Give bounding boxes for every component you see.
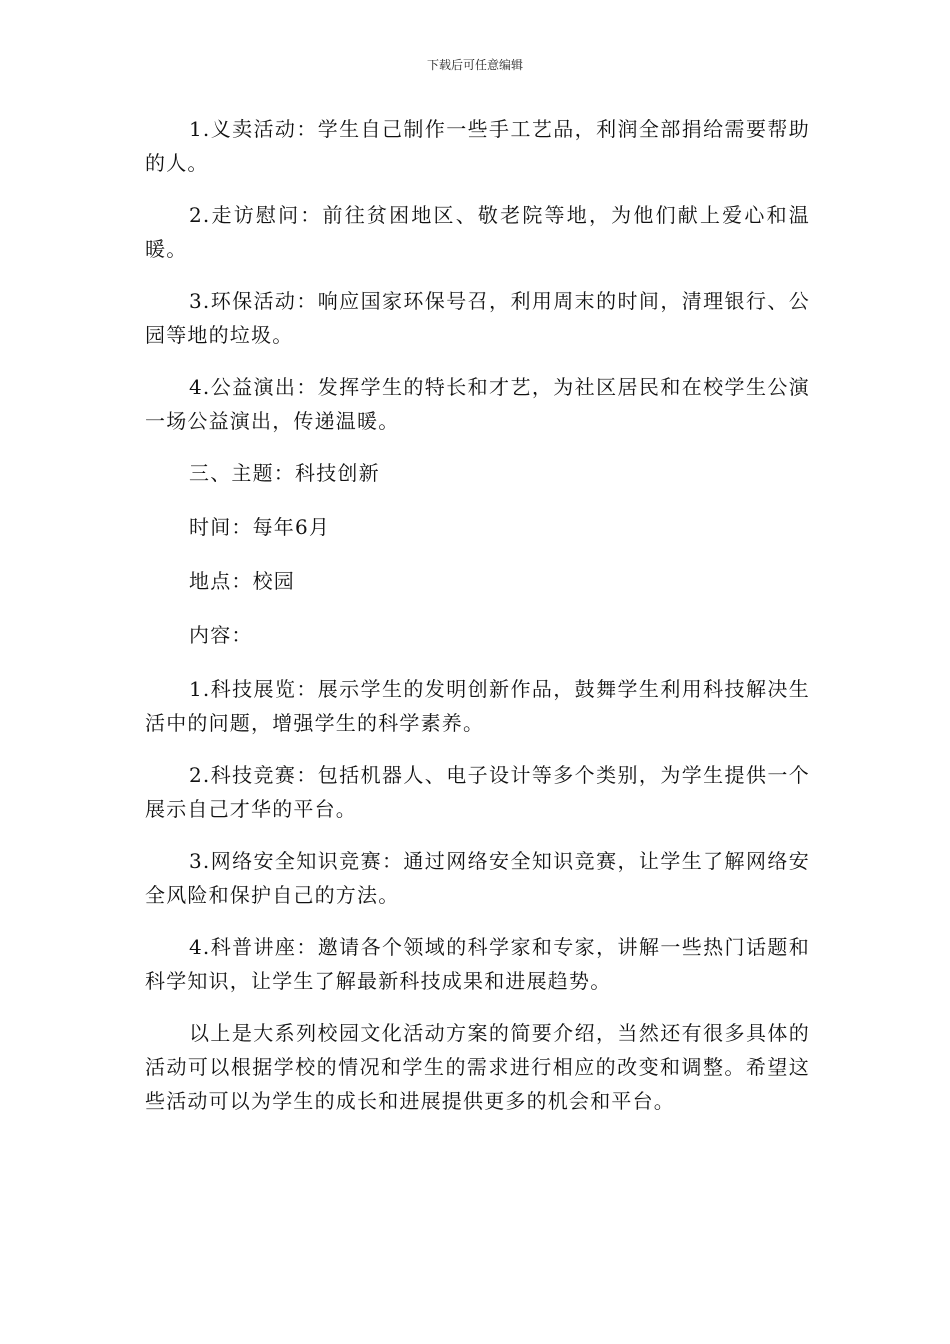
page-header-note: 下载后可任意编辑 (426, 58, 523, 72)
paragraph-location: 地点：校园 (189, 569, 295, 593)
paragraph-tech-competition: 2.科技竞赛：包括机器人、电子设计等多个类别，为学生提供一个展示自己才华的平台。 (145, 763, 810, 821)
document-body (145, 112, 810, 1136)
paragraph-security-contest: 3.网络安全知识竞赛：通过网络安全知识竞赛，让学生了解网络安全风险和保护自己的方法。 (145, 849, 810, 907)
paragraph-content-label: 内容： (189, 623, 253, 647)
paragraph-tech-exhibit: 1.科技展览：展示学生的发明创新作品，鼓舞学生利用科技解决生活中的问题，增强学生的科学素养。 (145, 677, 810, 735)
paragraph-lecture: 4.科普讲座：邀请各个领域的科学家和专家，讲解一些热门话题和科学知识，让学生了解最新科技成果和进展趋势。 (145, 935, 810, 993)
paragraph-charity-sale: 1.义卖活动：学生自己制作一些手工艺品，利润全部捐给需要帮助的人。 (145, 117, 810, 175)
paragraph-environment: 3.环保活动：响应国家环保号召，利用周末的时间，清理银行、公园等地的垃圾。 (145, 289, 810, 347)
paragraph-visit: 2.走访慰问：前往贫困地区、敬老院等地，为他们献上爱心和温暖。 (145, 203, 810, 261)
section-heading-tech: 三、主题：科技创新 (189, 461, 380, 485)
paragraph-performance: 4.公益演出：发挥学生的特长和才艺，为社区居民和在校学生公演一场公益演出，传递温暖。 (145, 375, 810, 433)
paragraph-conclusion: 以上是大系列校园文化活动方案的简要介绍，当然还有很多具体的活动可以根据学校的情况和学生的需求进行相应的改变和调整。希望这些活动可以为学生的成长和进展提供更多的机会和平台。 (145, 1021, 810, 1113)
paragraph-time: 时间：每年6月 (189, 515, 331, 539)
